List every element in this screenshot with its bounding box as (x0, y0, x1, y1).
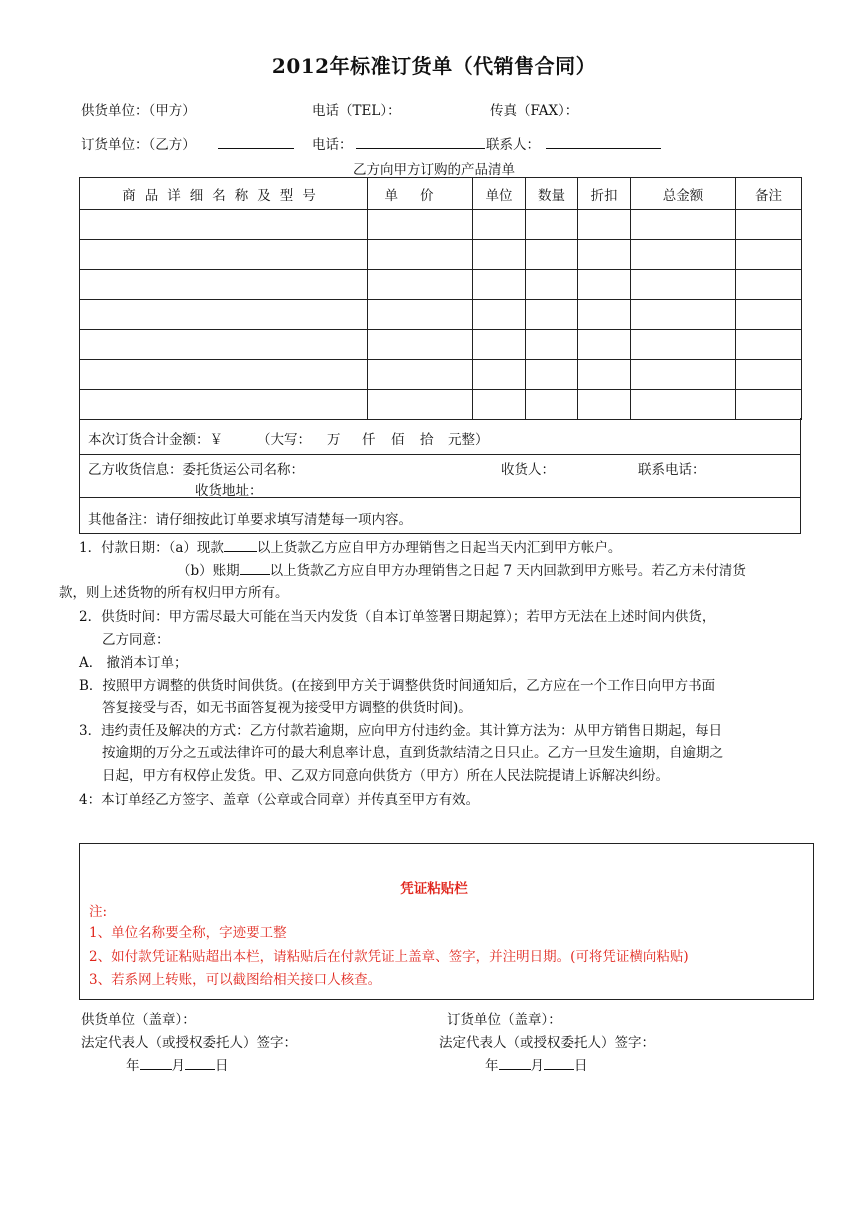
table-cell[interactable] (736, 270, 802, 300)
table-cell[interactable] (578, 270, 631, 300)
table-cell[interactable] (631, 270, 736, 300)
table-cell[interactable] (578, 210, 631, 240)
delivery-info-box (79, 455, 801, 498)
term-A: A． 撤消本订单； (79, 655, 188, 671)
other-note: 其他备注：请仔细按此订单要求填写清楚每一项内容。 (88, 512, 412, 528)
table-cell[interactable] (473, 210, 526, 240)
capital-label: （大写： (257, 432, 311, 448)
contact-label: 联系人： (486, 137, 540, 153)
term-2-line1: 2．供货时间：甲方需尽最大可能在当天内发货（自本订单签署日期起算）；若甲方无法在上述时间内供货， (79, 609, 716, 625)
table-cell[interactable] (578, 240, 631, 270)
unit-wan: 万 (327, 432, 341, 448)
table-cell[interactable] (631, 300, 736, 330)
paste-note-3: 3、若系网上转账，可以截图给相关接口人核查。 (89, 972, 382, 988)
table-cell[interactable] (368, 210, 473, 240)
total-amount-label: 本次订货合计金额：￥ (88, 432, 223, 448)
term-B-line1: B．按照甲方调整的供货时间供货。(在接到甲方关于调整供货时间通知后，乙方应在一个工作日向甲方书面 (79, 678, 716, 694)
table-cell[interactable] (631, 360, 736, 390)
table-cell[interactable] (736, 210, 802, 240)
table-row (80, 210, 802, 240)
col-header-remark: 备注 (736, 178, 802, 210)
table-caption: 乙方向甲方订购的产品清单 (353, 162, 515, 178)
table-cell[interactable] (473, 300, 526, 330)
table-cell[interactable] (368, 240, 473, 270)
cash-amount-field[interactable] (224, 539, 257, 552)
table-cell[interactable] (368, 300, 473, 330)
supplier-date: 年 月 日 (126, 1058, 229, 1074)
table-cell[interactable] (368, 330, 473, 360)
table-cell[interactable] (578, 330, 631, 360)
table-cell[interactable] (526, 390, 578, 420)
table-cell[interactable] (473, 240, 526, 270)
table-cell[interactable] (80, 390, 368, 420)
unit-yuan: 元整） (448, 432, 489, 448)
table-body (80, 210, 802, 420)
buyer-name-field[interactable] (218, 134, 294, 149)
supplier-seal-label: 供货单位（盖章）： (81, 1012, 196, 1028)
table-row (80, 330, 802, 360)
table-row (80, 300, 802, 330)
table-row (80, 240, 802, 270)
buyer-date: 年 月 日 (485, 1058, 588, 1074)
col-header-total: 总金额 (631, 178, 736, 210)
paste-note-label: 注: (89, 904, 108, 920)
total-amount-box (79, 418, 801, 455)
table-cell[interactable] (80, 360, 368, 390)
table-cell[interactable] (80, 330, 368, 360)
table-cell[interactable] (368, 390, 473, 420)
address-label: 收货地址： (195, 483, 263, 499)
table-cell[interactable] (631, 210, 736, 240)
table-cell[interactable] (736, 390, 802, 420)
table-cell[interactable] (473, 360, 526, 390)
buyer-label: 订货单位：（乙方） (81, 137, 196, 153)
voucher-paste-title: 凭证粘贴栏 (400, 881, 468, 897)
term-2-line2: 乙方同意： (102, 632, 170, 648)
term-1a: 1．付款日期：（a）现款 以上货款乙方应自甲方办理销售之日起当天内汇到甲方帐户。 (79, 540, 622, 556)
table-cell[interactable] (736, 360, 802, 390)
supplier-label: 供货单位：（甲方） (81, 103, 196, 119)
table-cell[interactable] (578, 300, 631, 330)
supplier-month-field[interactable] (140, 1057, 172, 1070)
table-cell[interactable] (736, 300, 802, 330)
term-4: 4：本订单经乙方签字、盖章（公章或合同章）并传真至甲方有效。 (79, 792, 480, 808)
unit-shi: 拾 (420, 432, 434, 448)
table-cell[interactable] (526, 330, 578, 360)
page-title: 2012年标准订货单（代销售合同） (271, 54, 597, 78)
col-header-price: 单价 (368, 178, 473, 210)
unit-bai: 佰 (391, 432, 405, 448)
col-header-discount: 折扣 (578, 178, 631, 210)
contact-field[interactable] (546, 134, 661, 149)
buyer-rep-label: 法定代表人（或授权委托人）签字： (439, 1035, 655, 1051)
buyer-seal-label: 订货单位（盖章）： (447, 1012, 562, 1028)
table-cell[interactable] (631, 240, 736, 270)
table-cell[interactable] (578, 360, 631, 390)
table-cell[interactable] (368, 270, 473, 300)
table-cell[interactable] (80, 300, 368, 330)
term-3-line3: 日起，甲方有权停止发货。甲、乙双方同意向供货方（甲方）所在人民法院提请上诉解决纠纷。 (102, 768, 669, 784)
delivery-label: 乙方收货信息：委托货运公司名称： (88, 462, 304, 478)
table-row (80, 360, 802, 390)
phone-label: 电话： (312, 137, 353, 153)
table-cell[interactable] (578, 390, 631, 420)
term-1b-cont: 款，则上述货物的所有权归甲方所有。 (59, 585, 289, 601)
term-B-line2: 答复接受与否，如无书面答复视为接受甲方调整的供货时间)。 (102, 700, 472, 716)
table-cell[interactable] (526, 300, 578, 330)
table-row (80, 270, 802, 300)
table-cell[interactable] (473, 270, 526, 300)
fax-label: 传真（FAX）： (490, 103, 579, 119)
table-cell[interactable] (473, 330, 526, 360)
col-header-qty: 数量 (526, 178, 578, 210)
table-cell[interactable] (368, 360, 473, 390)
term-3-line2: 按逾期的万分之五或法律许可的最大利息率计息，直到货款结清之日只止。乙方一旦发生逾期，自逾期之 (102, 745, 723, 761)
tel-label: 电话（TEL）： (312, 103, 401, 119)
unit-qian: 仟 (362, 432, 376, 448)
term-3-line1: 3．违约责任及解决的方式：乙方付款若逾期，应向甲方付违约金。其计算方法为：从甲方销售日期起，每日 (79, 723, 723, 739)
table-cell[interactable] (631, 330, 736, 360)
table-cell[interactable] (473, 390, 526, 420)
other-note-box (79, 498, 801, 534)
table-cell[interactable] (526, 210, 578, 240)
supplier-rep-label: 法定代表人（或授权委托人）签字： (81, 1035, 297, 1051)
table-header-row (80, 178, 802, 210)
table-row (80, 390, 802, 420)
paste-note-2: 2、如付款凭证粘贴超出本栏，请粘贴后在付款凭证上盖章、签字，并注明日期。(可将凭证横向粘贴) (89, 949, 689, 965)
table-cell[interactable] (526, 360, 578, 390)
col-header-unit: 单位 (473, 178, 526, 210)
table-cell[interactable] (631, 390, 736, 420)
table-cell[interactable] (80, 240, 368, 270)
buyer-phone-field[interactable] (356, 134, 485, 149)
receiver-label: 收货人： (501, 462, 555, 478)
credit-amount-field[interactable] (240, 562, 270, 575)
table-cell[interactable] (526, 240, 578, 270)
product-table (79, 177, 802, 420)
table-cell[interactable] (526, 270, 578, 300)
term-1b: （b）账期 以上货款乙方应自甲方办理销售之日起 7 天内回款到甲方账号。若乙方未付清货 (177, 563, 746, 579)
buyer-day-field[interactable] (544, 1057, 574, 1070)
col-header-name: 商品详细名称及型号 (80, 178, 368, 210)
paste-note-1: 1、单位名称要全称，字迹要工整 (89, 925, 287, 941)
table-cell[interactable] (80, 270, 368, 300)
supplier-day-field[interactable] (185, 1057, 215, 1070)
contact-phone-label: 联系电话： (638, 462, 706, 478)
table-cell[interactable] (736, 330, 802, 360)
table-cell[interactable] (736, 240, 802, 270)
buyer-month-field[interactable] (499, 1057, 531, 1070)
table-cell[interactable] (80, 210, 368, 240)
